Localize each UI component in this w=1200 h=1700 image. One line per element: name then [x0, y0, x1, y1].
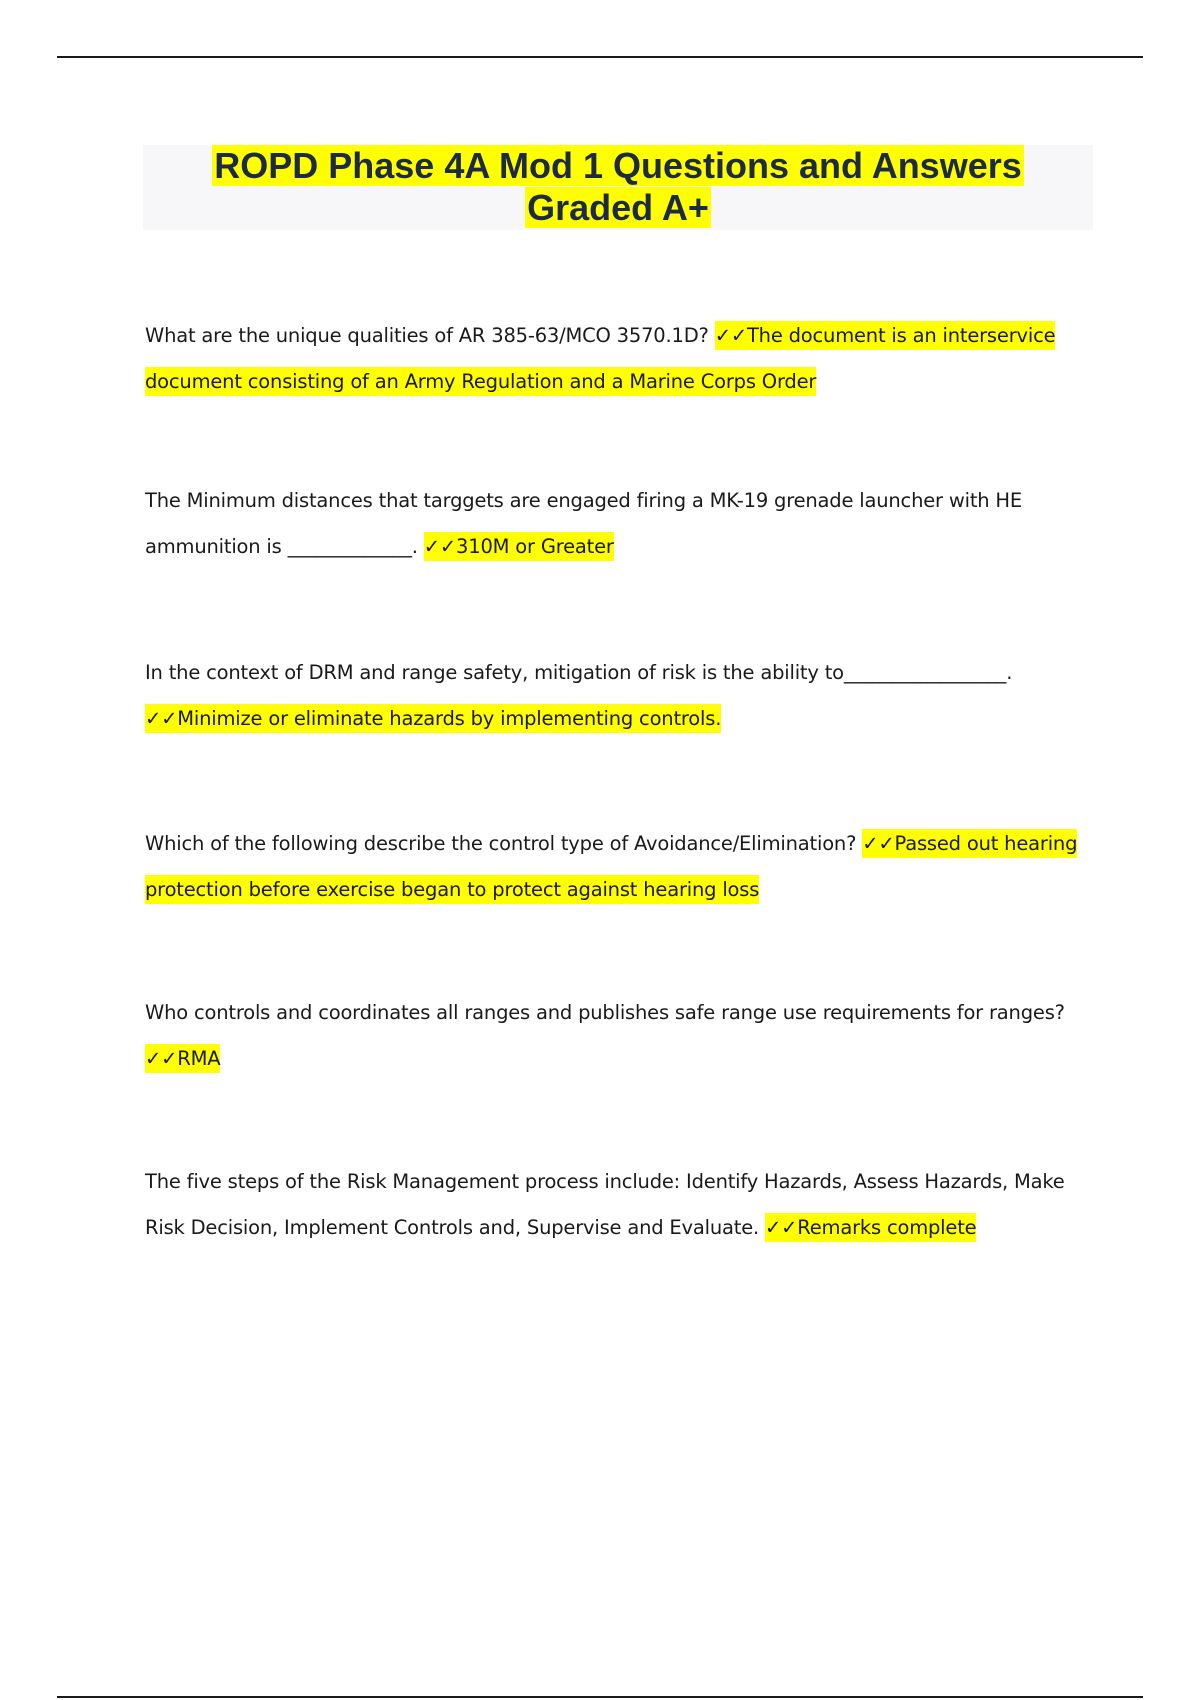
- question-text: In the context of DRM and range safety, mitigation of risk is the ability to_________________.: [145, 661, 1013, 684]
- title-block: [143, 145, 1093, 230]
- bottom-divider: [57, 1696, 1143, 1698]
- answer-text: ✓✓310M or Greater: [424, 532, 614, 561]
- title-line-1: ROPD Phase 4A Mod 1 Questions and Answers: [214, 145, 1022, 186]
- qa-item-2: [145, 478, 1095, 570]
- answer-text: ✓✓RMA: [145, 1044, 220, 1073]
- answer-text: ✓✓Passed out hearing protection before exercise began to protect against hearing loss: [145, 829, 1077, 904]
- top-divider: [57, 56, 1143, 58]
- answer-text: ✓✓Remarks complete: [765, 1213, 976, 1242]
- answer-text: ✓✓Minimize or eliminate hazards by implementing controls.: [145, 704, 721, 733]
- question-text: The Minimum distances that targgets are engaged firing a MK-19 grenade launcher with HE ammunition is _____________.: [145, 489, 1023, 558]
- answer-text: ✓✓The document is an interservice document consisting of an Army Regulation and a Marine Corps Order: [145, 321, 1055, 396]
- question-text: What are the unique qualities of AR 385-63/MCO 3570.1D?: [145, 324, 715, 347]
- title-line-2: Graded A+: [527, 187, 709, 228]
- question-text: Who controls and coordinates all ranges and publishes safe range use requirements for ranges?: [145, 1001, 1065, 1024]
- qa-item-4: [145, 821, 1095, 913]
- question-text: The five steps of the Risk Management process include: Identify Hazards, Assess Hazards, Make Risk Decision, Implement Controls and, Supervise and Evaluate.: [145, 1170, 1065, 1239]
- document-title: [143, 145, 1093, 229]
- qa-item-6: [145, 1159, 1095, 1251]
- question-text: Which of the following describe the control type of Avoidance/Elimination?: [145, 832, 863, 855]
- qa-item-3: [145, 650, 1095, 742]
- qa-item-5: [145, 990, 1095, 1082]
- qa-item-1: [145, 313, 1095, 405]
